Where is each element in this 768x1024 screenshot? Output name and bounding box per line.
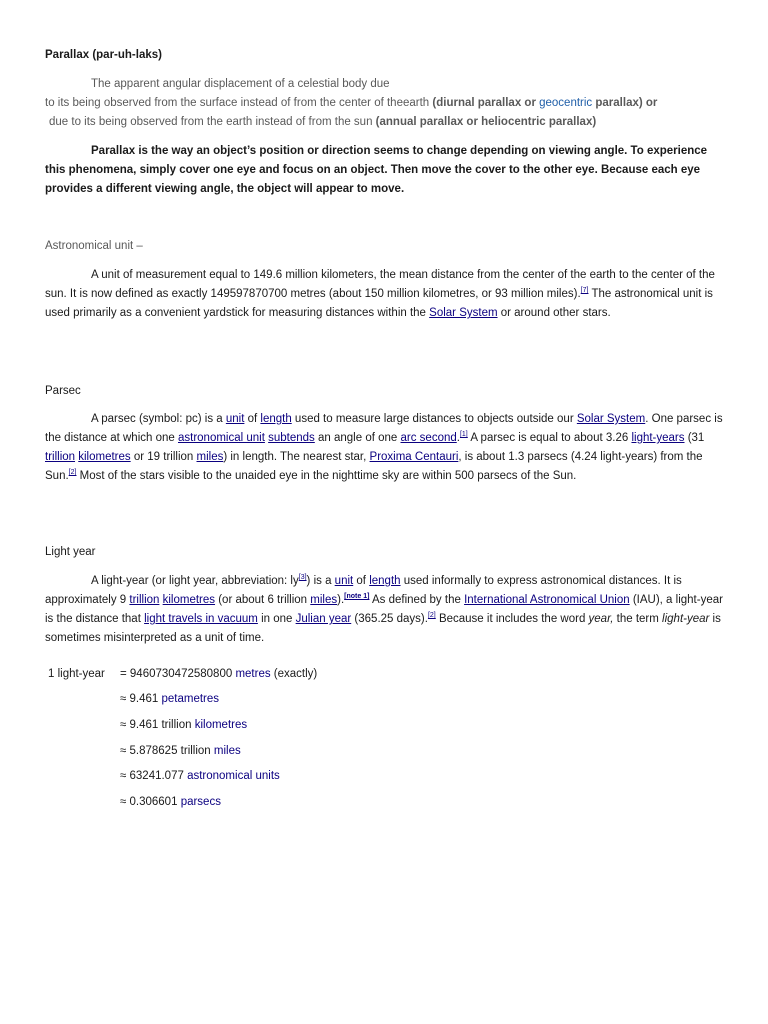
parsec-heading: Parsec [45, 385, 81, 397]
metres-link[interactable]: metres [235, 668, 271, 680]
parallax-explanation: Parallax is the way an object’s position or direction seems to change depending on viewing angle. To experience this phenomena, simply cover one eye and focus on an object. Then move the cover to the other eye. Because each eye provides a different viewing angle, the object will appear to move. [45, 145, 708, 195]
trillion-link[interactable]: trillion [45, 451, 76, 463]
au-ref-7[interactable]: [7] [580, 287, 589, 294]
light-years-link[interactable]: light-years [631, 432, 685, 444]
kilometres-link[interactable]: kilometres [194, 719, 248, 731]
geocentric-link[interactable]: geocentric [539, 97, 593, 109]
miles-link[interactable]: miles [310, 594, 338, 606]
proxima-centauri-link[interactable]: Proxima Centauri [369, 451, 459, 463]
subtends-link[interactable]: subtends [268, 432, 315, 444]
lightyear-paragraph: A light-year (or light year, abbreviation: ly[3]) is a unit of length used informally to express astronomical distances. It is approximately 9 trillion kilometres (or about 6 trillion miles).[note 1] As defined by the International Astronomical Union (IAU), a light-year is the distance that light travels in vacuum in one Julian year (365.25 days).[2] Because it includes the word year, the term light-year is sometimes misinterpreted as a unit of time. [45, 574, 723, 644]
light-travels-link[interactable]: light travels in vacuum [144, 613, 258, 625]
conversion-row: = 9460730472580800 metres (exactly) [120, 668, 318, 680]
unit-link[interactable]: unit [334, 575, 354, 587]
conversion-row: ≈ 5.878625 trillion miles [120, 745, 241, 757]
petametres-link[interactable]: petametres [161, 693, 220, 705]
conversion-label: 1 light-year [48, 668, 105, 680]
arc-second-link[interactable]: arc second [400, 432, 457, 444]
conversion-row: ≈ 63241.077 astronomical units [120, 770, 280, 782]
parallax-definition-line1: The apparent angular displacement of a celestial body due [91, 78, 390, 90]
parallax-definition-line3: due to its being observed from the earth instead of from the sun (annual parallax or heliocentric parallax) [49, 116, 597, 128]
kilometres-link[interactable]: kilometres [162, 594, 216, 606]
trillion-link[interactable]: trillion [129, 594, 160, 606]
conversion-row: ≈ 0.306601 parsecs [120, 796, 221, 808]
astronomical-units-link[interactable]: astronomical units [187, 770, 280, 782]
solar-system-link[interactable]: Solar System [429, 307, 498, 319]
miles-link[interactable]: miles [196, 451, 224, 463]
parsec-ref-2[interactable]: [2] [68, 469, 77, 476]
lightyear-heading: Light year [45, 546, 96, 558]
miles-link[interactable]: miles [213, 745, 241, 757]
lightyear-ref-3[interactable]: [3] [298, 574, 307, 581]
length-link[interactable]: length [260, 413, 292, 425]
au-paragraph: A unit of measurement equal to 149.6 million kilometers, the mean distance from the center of the earth to the center of the sun. It is now defined as exactly 149597870700 metres (about 150 million kilometres, or 93 million miles).[7] The astronomical unit is used primarily as a convenient yardstick for measuring distances within the Solar System or around other stars. [45, 269, 715, 319]
au-heading: Astronomical unit – [45, 240, 143, 252]
parsec-ref-1[interactable]: [1] [459, 431, 468, 438]
unit-link[interactable]: unit [225, 413, 245, 425]
julian-year-link[interactable]: Julian year [295, 613, 352, 625]
solar-system-link[interactable]: Solar System [576, 413, 646, 425]
conversion-row: ≈ 9.461 petametres [120, 693, 220, 705]
lightyear-note-1[interactable]: [note 1] [344, 593, 370, 600]
length-link[interactable]: length [369, 575, 401, 587]
parallax-definition-line2: to its being observed from the surface instead of from the center of theearth (diurnal parallax or geocentric parallax) or [45, 97, 658, 109]
conversion-row: ≈ 9.461 trillion kilometres [120, 719, 248, 731]
lightyear-ref-2[interactable]: [2] [427, 612, 436, 619]
kilometres-link[interactable]: kilometres [78, 451, 131, 463]
parallax-heading: Parallax (par-uh-laks) [45, 49, 162, 61]
parsec-paragraph: A parsec (symbol: pc) is a unit of length used to measure large distances to objects outside our Solar System. One parsec is the distance at which one astronomical unit subtends an angle of one arc second.[1] A parsec is equal to about 3.26 light-years (31 trillion kilometres or 19 trillion miles) in length. The nearest star, Proxima Centauri, is about 1.3 parsecs (4.24 light-years) from the Sun.[2] Most of the stars visible to the unaided eye in the nighttime sky are within 500 parsecs of the Sun. [45, 413, 723, 482]
astronomical-unit-link[interactable]: astronomical unit [177, 432, 265, 444]
iau-link[interactable]: International Astronomical Union [464, 594, 630, 606]
parsecs-link[interactable]: parsecs [180, 796, 221, 808]
